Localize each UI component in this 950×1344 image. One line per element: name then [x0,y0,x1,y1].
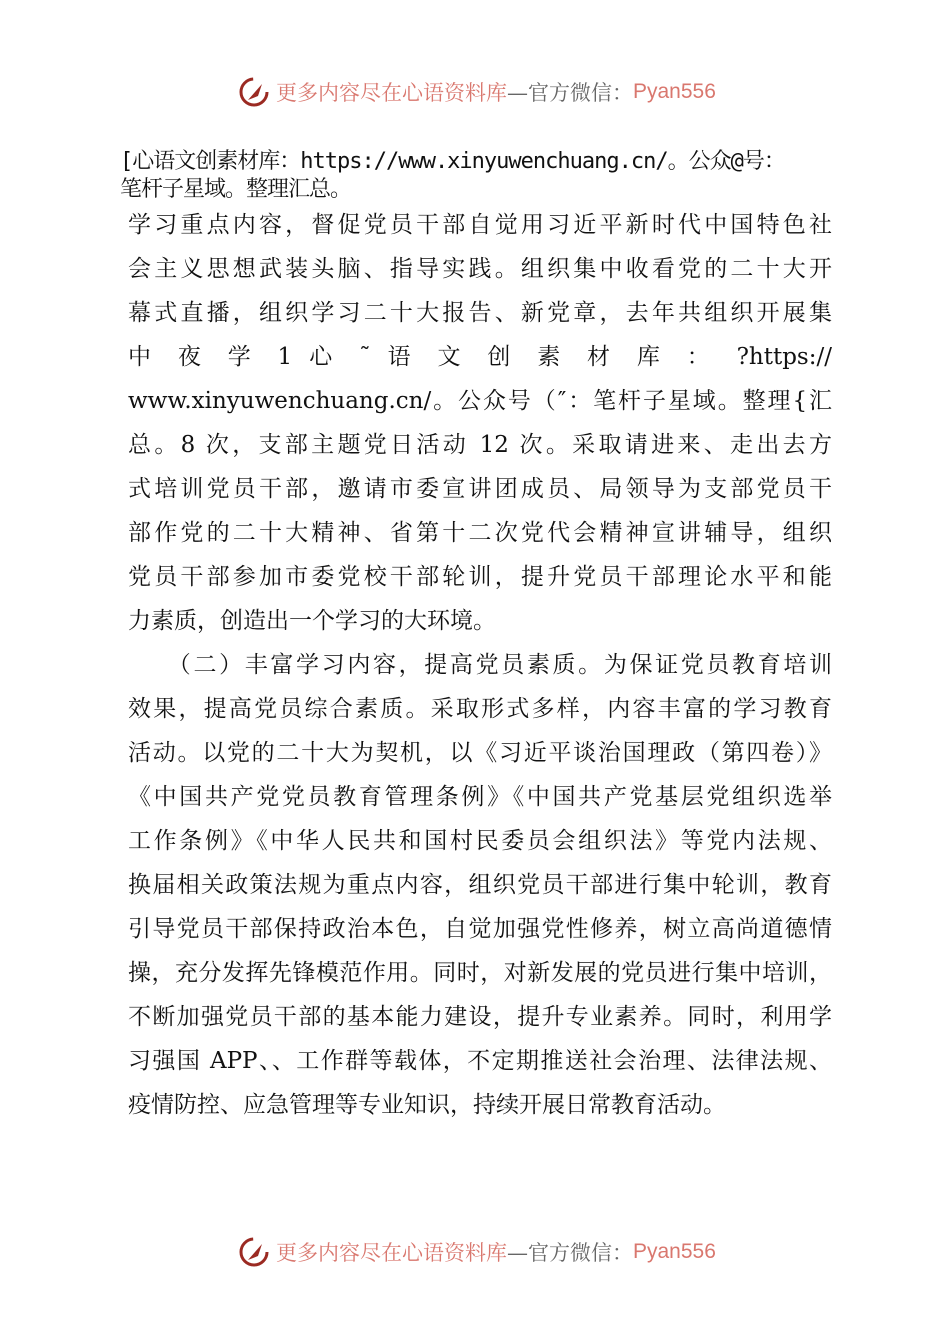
source-note-line: [心语文创素材库：https://www.xinyuwenchuang.cn/。公众@号： [120,149,785,174]
paragraph-line: 《中国共产党党员教育管理条例》《中国共产党基层党组织选举 [128,784,832,810]
paragraph-line: 部作党的二十大精神、省第十二次党代会精神宣讲辅导，组织 [128,520,832,546]
paragraph-line: 式培训党员干部，邀请市委宣讲团成员、局领导为支部党员干 [128,476,832,502]
watermark-wechat-id: Pyan556 [633,1240,716,1263]
paragraph-line: 效果，提高党员综合素质。采取形式多样，内容丰富的学习教育 [128,696,832,722]
paragraph-line: 操，充分发挥先锋模范作用。同时，对新发展的党员进行集中培训， [128,960,832,986]
quill-logo-icon [238,1236,270,1268]
paragraph-line: 习强国 APP、、工作群等载体，不定期推送社会治理、法律法规、 [128,1048,832,1074]
paragraph-line: 活动。以党的二十大为契机，以《习近平谈治国理政（第四卷）》 [128,740,832,766]
paragraph-line: 会主义思想武装头脑、指导实践。组织集中收看党的二十大开 [128,256,832,282]
paragraph-line: 力素质，创造出一个学习的大环境。 [128,608,496,634]
watermark-text: 更多内容尽在心语资料库 [276,81,507,105]
paragraph-line: www.xinyuwenchuang.cn/。公众号（″：笔杆子星域。整理{汇 [128,388,832,414]
watermark-wechat-label: —官方微信： [507,1241,633,1265]
paragraph-line: （二）丰富学习内容，提高党员素质。为保证党员教育培训 [128,652,832,678]
paragraph-line: 中 夜 学 1 心 ˜ 语 文 创 素 材 库 ： ?https:// [128,344,832,370]
paragraph-line: 幕式直播，组织学习二十大报告、新党章，去年共组织开展集 [128,300,832,326]
watermark-wechat-id: Pyan556 [633,80,716,103]
watermark-text: 更多内容尽在心语资料库 [276,1241,507,1265]
paragraph-line: 不断加强党员干部的基本能力建设，提升专业素养。同时，利用学 [128,1004,832,1030]
paragraph-line: 换届相关政策法规为重点内容，组织党员干部进行集中轮训，教育 [128,872,832,898]
source-note [120,148,855,204]
paragraph-line: 党员干部参加市委党校干部轮训，提升党员干部理论水平和能 [128,564,832,590]
header-watermark [238,74,716,110]
paragraph-line: 总。8 次，支部主题党日活动 12 次。采取请进来、走出去方 [128,432,832,458]
paragraph-line: 学习重点内容，督促党员干部自觉用习近平新时代中国特色社 [128,212,832,238]
footer-watermark [238,1234,716,1270]
paragraph-line: 引导党员干部保持政治本色，自觉加强党性修养，树立高尚道德情 [128,916,832,942]
quill-logo-icon [238,76,270,108]
paragraph-line: 疫情防控、应急管理等专业知识，持续开展日常教育活动。 [128,1092,726,1118]
source-note-line: 笔杆子星域。整理汇总。 [120,177,352,202]
paragraph-line: 工作条例》《中华人民共和国村民委员会组织法》等党内法规、 [128,828,832,854]
watermark-wechat-label: —官方微信： [507,81,633,105]
